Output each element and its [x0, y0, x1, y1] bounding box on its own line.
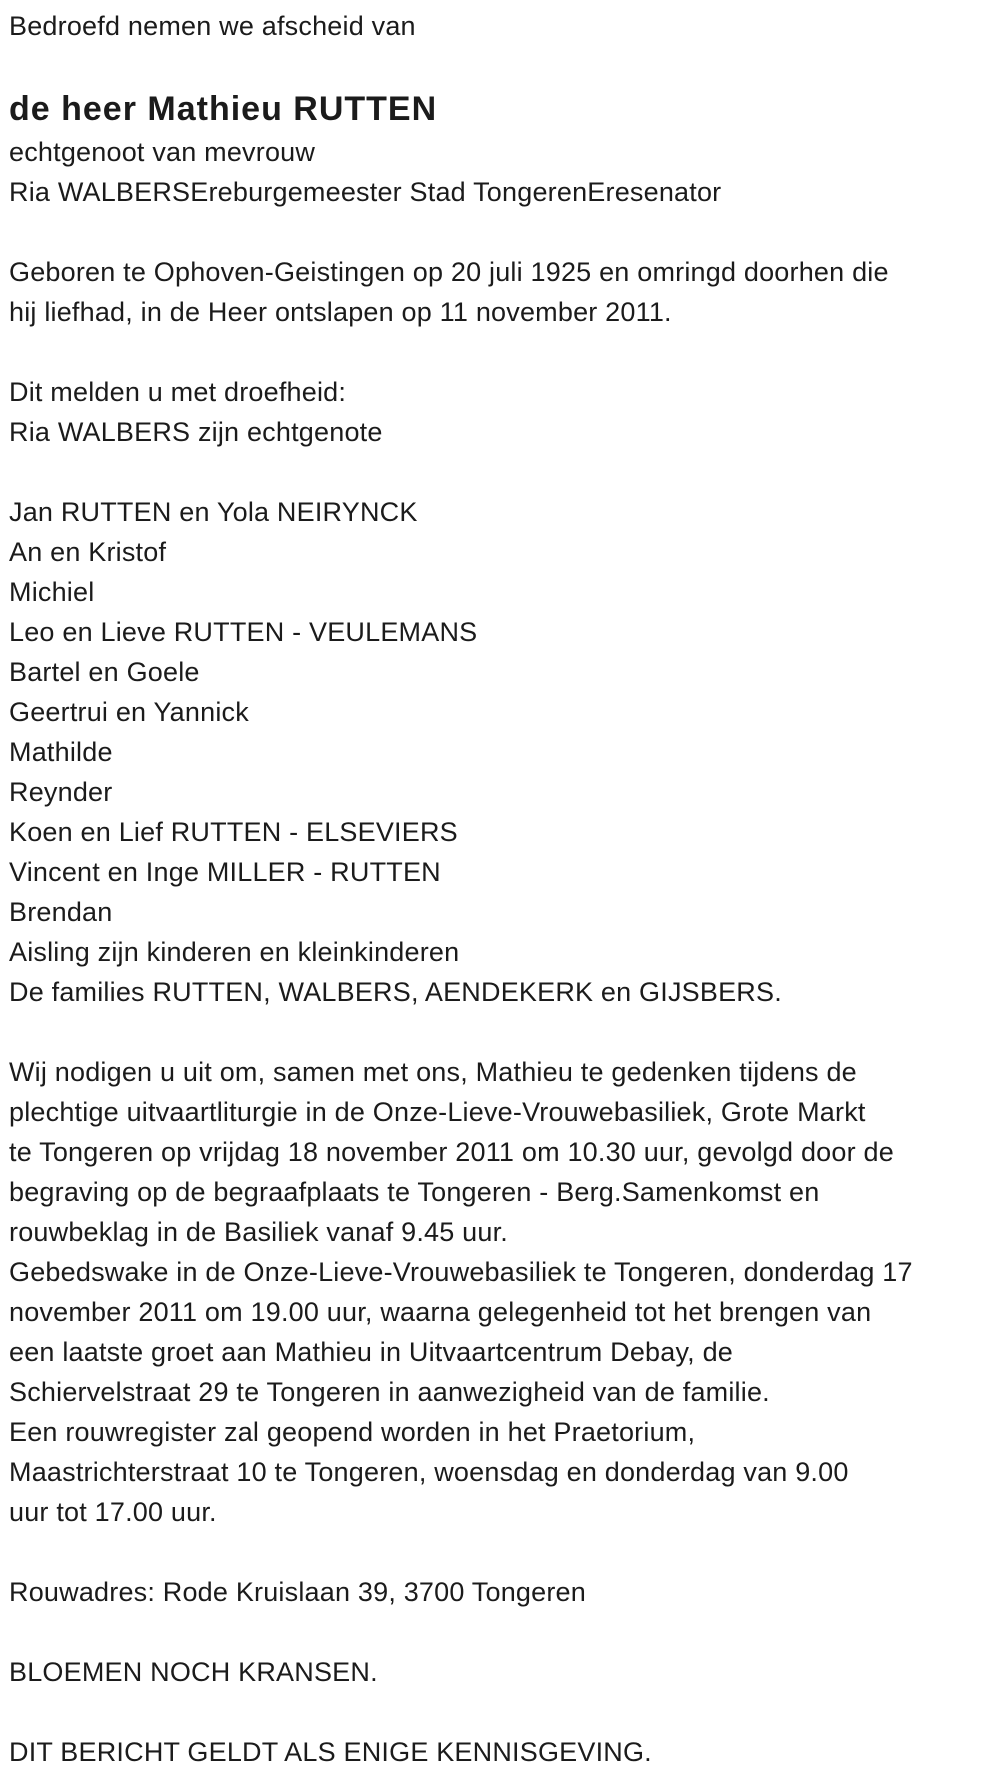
text-line: Maastrichterstraat 10 te Tongeren, woensdag en donderdag van 9.00 — [9, 1457, 849, 1487]
text-line: Ria WALBERS zijn echtgenote — [9, 417, 383, 447]
text-line: plechtige uitvaartliturgie in de Onze-Lieve-Vrouwebasiliek, Grote Markt — [9, 1097, 866, 1127]
text-line: begraving op de begraafplaats te Tongeren - Berg.Samenkomst en — [9, 1177, 820, 1207]
text-line: Brendan — [9, 897, 113, 927]
text-line: Gebedswake in de Onze-Lieve-Vrouwebasiliek te Tongeren, donderdag 17 — [9, 1257, 913, 1287]
text-line: echtgenoot van mevrouw — [9, 137, 316, 167]
family-list — [9, 492, 992, 1012]
blank-line — [9, 1012, 992, 1052]
deceased-name-line: de heer Mathieu RUTTEN — [9, 90, 438, 128]
text-line: Leo en Lieve RUTTEN - VEULEMANS — [9, 617, 478, 647]
blank-line — [9, 1612, 992, 1652]
intro — [9, 6, 992, 46]
text-line: Bedroefd nemen we afscheid van — [9, 11, 416, 41]
blank-line — [9, 1532, 992, 1572]
birth-death-info — [9, 252, 992, 332]
text-line: Reynder — [9, 777, 113, 807]
text-line: Wij nodigen u uit om, samen met ons, Mathieu te gedenken tijdens de — [9, 1057, 857, 1087]
text-line: Schiervelstraat 29 te Tongeren in aanwezigheid van de familie. — [9, 1377, 770, 1407]
text-line: een laatste groet aan Mathieu in Uitvaartcentrum Debay, de — [9, 1337, 734, 1367]
text-line: Rouwadres: Rode Kruislaan 39, 3700 Tongeren — [9, 1577, 586, 1607]
ceremony-info — [9, 1052, 992, 1532]
blank-line — [9, 332, 992, 372]
mourning-address — [9, 1572, 992, 1612]
text-line: uur tot 17.00 uur. — [9, 1497, 217, 1527]
text-line: BLOEMEN NOCH KRANSEN. — [9, 1657, 378, 1687]
text-line: Vincent en Inge MILLER - RUTTEN — [9, 857, 441, 887]
text-line: Ria WALBERSEreburgemeester Stad TongerenEresenator — [9, 177, 722, 207]
blank-line — [9, 1692, 992, 1732]
blank-line — [9, 452, 992, 492]
deceased-name — [9, 86, 992, 132]
text-line: Bartel en Goele — [9, 657, 200, 687]
text-line: Geboren te Ophoven-Geistingen op 20 juli 1925 en omringd doorhen die — [9, 257, 889, 287]
notice-body — [9, 6, 992, 1772]
text-line: Mathilde — [9, 737, 113, 767]
text-line: DIT BERICHT GELDT ALS ENIGE KENNISGEVING. — [9, 1737, 652, 1767]
announcement — [9, 372, 992, 452]
blank-line — [9, 46, 992, 86]
text-line: Dit melden u met droefheid: — [9, 377, 347, 407]
spouse-and-honorifics — [9, 132, 992, 212]
text-line: november 2011 om 19.00 uur, waarna gelegenheid tot het brengen van — [9, 1297, 872, 1327]
text-line: Koen en Lief RUTTEN - ELSEVIERS — [9, 817, 458, 847]
text-line: Jan RUTTEN en Yola NEIRYNCK — [9, 497, 418, 527]
text-line: De families RUTTEN, WALBERS, AENDEKERK en GIJSBERS. — [9, 977, 782, 1007]
text-line: Michiel — [9, 577, 95, 607]
text-line: te Tongeren op vrijdag 18 november 2011 om 10.30 uur, gevolgd door de — [9, 1137, 894, 1167]
text-line: Geertrui en Yannick — [9, 697, 249, 727]
text-line: Een rouwregister zal geopend worden in het Praetorium, — [9, 1417, 696, 1447]
text-line: rouwbeklag in de Basiliek vanaf 9.45 uur. — [9, 1217, 509, 1247]
flowers-notice — [9, 1652, 992, 1692]
final-notice — [9, 1732, 992, 1772]
text-line: Aisling zijn kinderen en kleinkinderen — [9, 937, 460, 967]
text-line: hij liefhad, in de Heer ontslapen op 11 november 2011. — [9, 297, 672, 327]
text-line: An en Kristof — [9, 537, 167, 567]
blank-line — [9, 212, 992, 252]
